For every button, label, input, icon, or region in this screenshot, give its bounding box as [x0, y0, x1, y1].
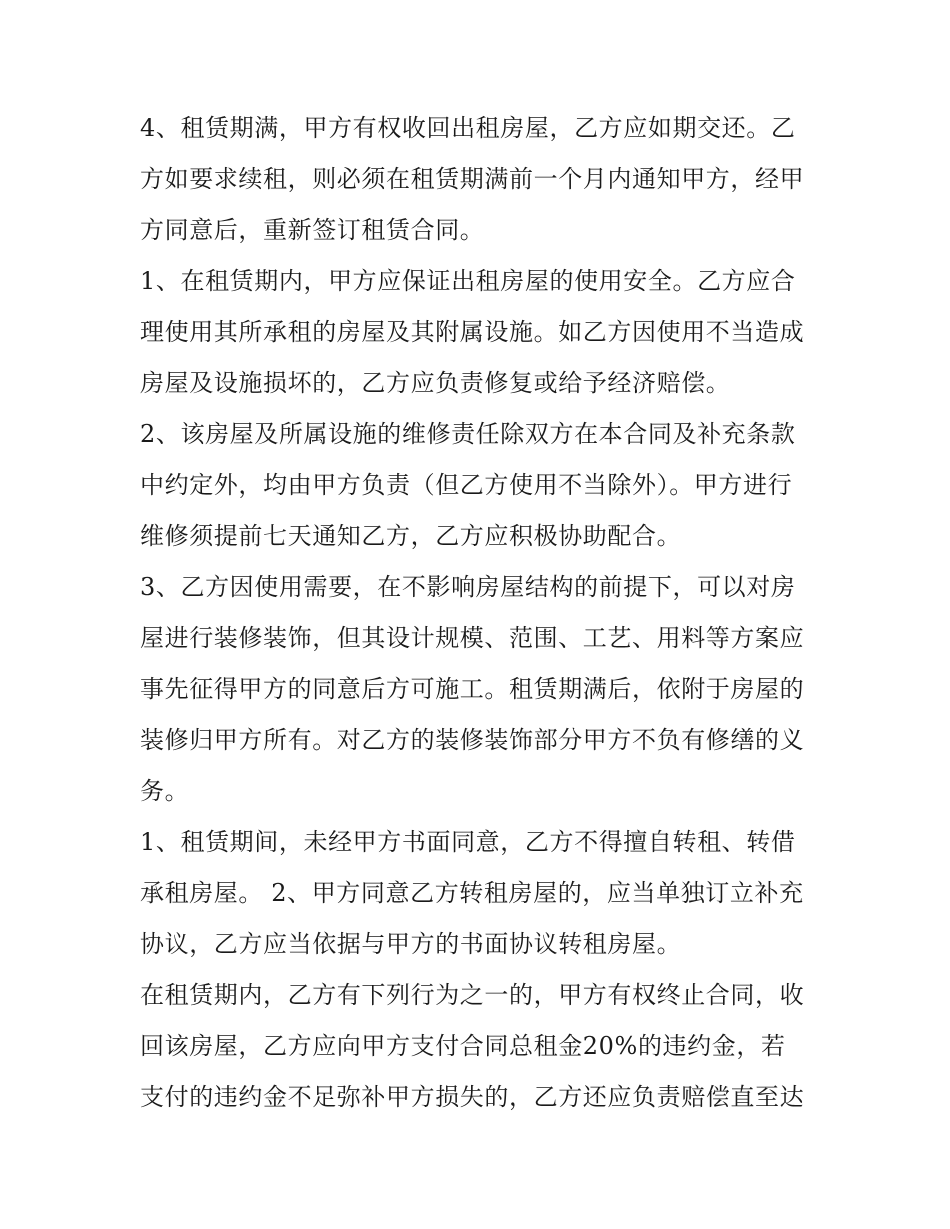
- text-line: 房屋及设施损坏的，乙方应负责修复或给予经济赔偿。: [140, 369, 731, 397]
- text-line: 3、乙方因使用需要，在不影响房屋结构的前提下，可以对房: [140, 573, 796, 601]
- text-line: 2、该房屋及所属设施的维修责任除双方在本合同及补充条款: [140, 420, 796, 448]
- text-line: 4、租赁期满，甲方有权收回出租房屋，乙方应如期交还。乙: [140, 114, 796, 142]
- text-line: 屋进行装修装饰，但其设计规模、范围、工艺、用料等方案应: [140, 624, 805, 652]
- text-line: 方如要求续租，则必须在租赁期满前一个月内通知甲方，经甲: [140, 165, 805, 193]
- text-line: 维修须提前七天通知乙方，乙方应积极协助配合。: [140, 522, 682, 550]
- text-line: 回该房屋，乙方应向甲方支付合同总租金20%的违约金，若: [140, 1032, 786, 1060]
- text-line: 务。: [140, 777, 190, 805]
- text-line: 协议，乙方应当依据与甲方的书面协议转租房屋。: [140, 930, 682, 958]
- text-line: 支付的违约金不足弥补甲方损失的，乙方还应负责赔偿直至达: [140, 1083, 805, 1111]
- text-line: 中约定外，均由甲方负责（但乙方使用不当除外）。甲方进行: [140, 471, 793, 499]
- text-line: 在租赁期内，乙方有下列行为之一的，甲方有权终止合同，收: [140, 981, 805, 1009]
- text-line: 事先征得甲方的同意后方可施工。租赁期满后，依附于房屋的: [140, 675, 805, 703]
- text-line: 理使用其所承租的房屋及其附属设施。如乙方因使用不当造成: [140, 318, 805, 346]
- document-body: [140, 103, 820, 1123]
- text-line: 1、租赁期间，未经甲方书面同意，乙方不得擅自转租、转借: [140, 828, 796, 856]
- text-line: 方同意后，重新签订租赁合同。: [140, 216, 485, 244]
- text-line: 承租房屋。 2、甲方同意乙方转租房屋的，应当单独订立补充: [140, 879, 804, 907]
- text-line: 装修归甲方所有。对乙方的装修装饰部分甲方不负有修缮的义: [140, 726, 805, 754]
- text-line: 1、在租赁期内，甲方应保证出租房屋的使用安全。乙方应合: [140, 267, 796, 295]
